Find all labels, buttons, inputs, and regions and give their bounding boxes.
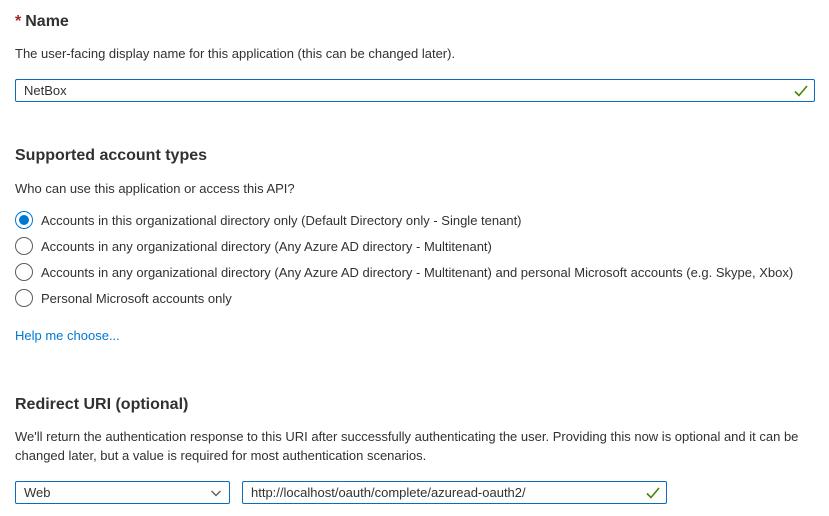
radio-button-icon[interactable]	[15, 211, 33, 229]
radio-button-icon[interactable]	[15, 263, 33, 281]
account-types-question: Who can use this application or access this API?	[15, 181, 295, 196]
platform-select-value: Web	[24, 485, 51, 500]
redirect-uri-controls	[15, 481, 815, 504]
name-description: The user-facing display name for this application (this can be changed later).	[15, 46, 456, 61]
name-label: Name	[25, 13, 69, 30]
radio-option-label: Personal Microsoft accounts only	[41, 290, 232, 306]
account-types-radio-group	[15, 207, 815, 311]
radio-option-personal-only[interactable]	[15, 285, 815, 311]
redirect-uri-heading: Redirect URI (optional)	[15, 396, 189, 413]
radio-option-multitenant-personal[interactable]	[15, 259, 815, 285]
redirect-uri-field-wrap	[242, 481, 667, 504]
radio-button-icon[interactable]	[15, 289, 33, 307]
radio-option-single-tenant[interactable]	[15, 207, 815, 233]
help-me-choose-link[interactable]: Help me choose...	[15, 328, 120, 343]
radio-button-icon[interactable]	[15, 237, 33, 255]
radio-option-multitenant[interactable]	[15, 233, 815, 259]
redirect-uri-input[interactable]	[242, 481, 667, 504]
required-asterisk: *	[15, 13, 22, 30]
name-section	[15, 12, 815, 102]
supported-account-types-section	[15, 146, 815, 345]
redirect-uri-description: We'll return the authentication response to this URI after successfully authenticating the user. Providing this now is optional and it can be changed later, but a value is required for most authentication scenarios.	[15, 429, 799, 463]
platform-select-dropdown[interactable]	[15, 481, 230, 504]
radio-option-label: Accounts in any organizational directory (Any Azure AD directory - Multitenant) and personal Microsoft accounts (e.g. Skype, Xbox)	[41, 264, 794, 280]
name-field-wrap	[15, 79, 815, 102]
supported-account-types-heading: Supported account types	[15, 147, 208, 164]
radio-option-label: Accounts in any organizational directory (Any Azure AD directory - Multitenant)	[41, 238, 492, 254]
name-input[interactable]	[15, 79, 815, 102]
radio-option-label: Accounts in this organizational directory only (Default Directory only - Single tenant)	[41, 212, 522, 228]
name-heading	[15, 12, 815, 32]
redirect-uri-section	[15, 395, 815, 504]
chevron-down-icon	[210, 487, 222, 499]
